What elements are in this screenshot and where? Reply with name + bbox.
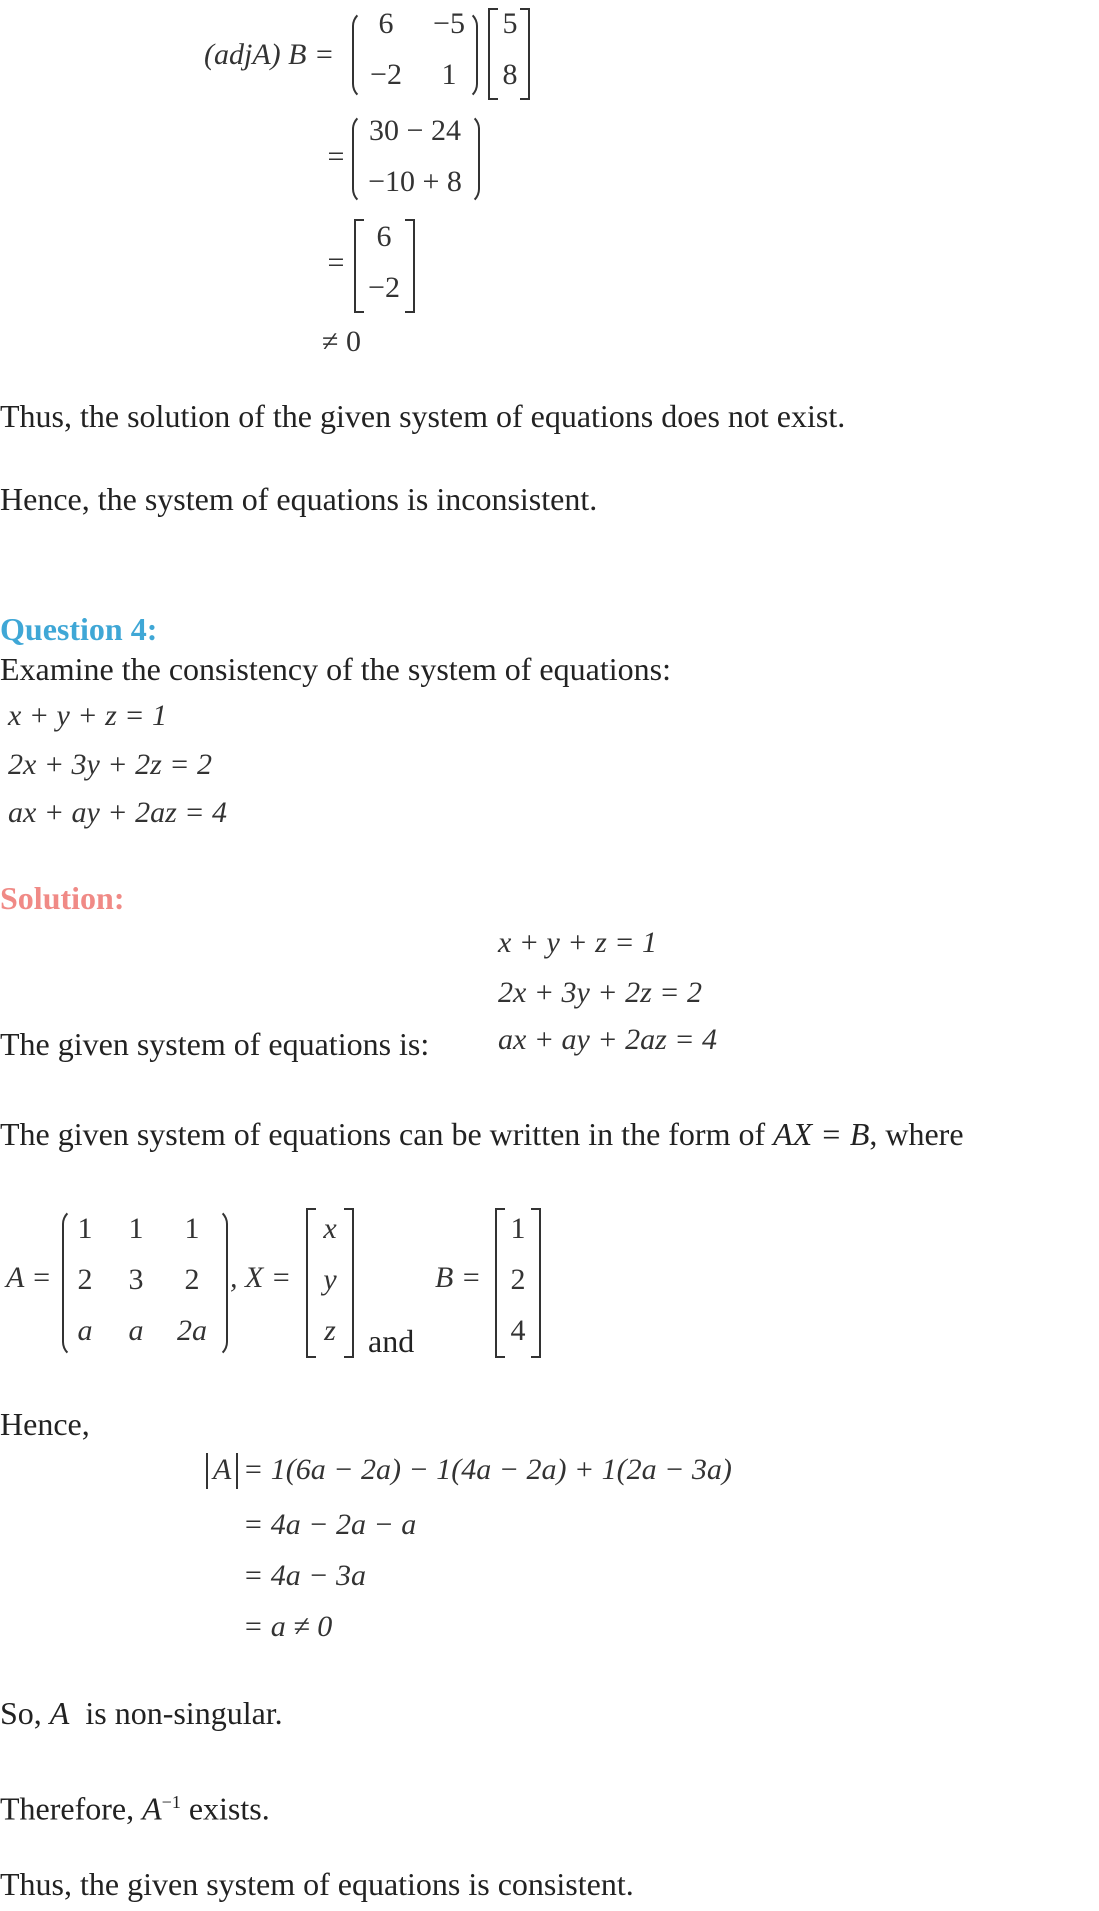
non-singular-text <box>0 1695 283 1731</box>
bracket-left <box>354 219 364 313</box>
bracket-right <box>405 219 415 313</box>
solution-equation: 2x + 3y + 2z = 2 <box>498 976 703 1009</box>
paren-left <box>352 113 368 205</box>
bracket-left <box>495 1208 505 1358</box>
matrix-cell: −2 <box>370 58 402 91</box>
adj-lhs: (adjA) B = <box>204 38 335 71</box>
matrix-cell: 1 <box>77 1212 93 1245</box>
so-pre: So, <box>0 1695 42 1731</box>
matrix-cell: a <box>128 1314 144 1347</box>
form-text <box>0 1116 964 1152</box>
given-label: The given system of equations is: <box>0 1026 430 1062</box>
not-equal-zero: ≠ 0 <box>322 325 361 358</box>
inconsistent-text: Hence, the system of equations is inconsistent. <box>0 481 598 517</box>
x-label: , X = <box>230 1261 292 1294</box>
a-label: A = <box>6 1261 52 1294</box>
matrix-cell: 6 <box>378 7 394 40</box>
and-word: and <box>368 1323 415 1359</box>
question-equation: x + y + z = 1 <box>8 699 168 732</box>
vector-cell: z <box>324 1314 336 1347</box>
question-equation: 2x + 3y + 2z = 2 <box>8 748 213 781</box>
inverse-sup: −1 <box>161 1792 181 1812</box>
matrix-cell: 2 <box>184 1263 200 1296</box>
so-var: A <box>49 1695 70 1731</box>
b-label: B = <box>435 1261 482 1294</box>
solution-equation: x + y + z = 1 <box>498 926 658 959</box>
matrix-cell: 2a <box>177 1314 207 1347</box>
no-solution-text: Thus, the solution of the given system of equations does not exist. <box>0 398 846 434</box>
there-var: A <box>142 1790 162 1827</box>
equals: = <box>327 140 345 173</box>
form-tail: , where <box>869 1116 964 1152</box>
matrix-cell: 1 <box>184 1212 200 1245</box>
matrix-cell: −5 <box>433 7 465 40</box>
vector-cell: 1 <box>510 1212 526 1245</box>
vector-cell: x <box>323 1212 337 1245</box>
question-prompt: Examine the consistency of the system of equations: <box>0 651 671 687</box>
matrix-cell: 1 <box>128 1212 144 1245</box>
paren-left <box>62 1208 78 1358</box>
vector-cell: y <box>323 1263 337 1296</box>
vector-cell: 30 − 24 <box>369 114 461 147</box>
form-text-main: The given system of equations can be written in the form of <box>0 1116 766 1152</box>
bracket-left <box>488 8 498 100</box>
det-step: = 1(6a − 2a) − 1(4a − 2a) + 1(2a − 3a) <box>243 1453 732 1486</box>
paren-right <box>212 1208 228 1358</box>
matrix-cell: 3 <box>128 1263 144 1296</box>
solution-heading: Solution: <box>0 880 125 916</box>
vector-cell: −10 + 8 <box>368 165 462 198</box>
form-equation: AX = B <box>773 1116 870 1152</box>
bracket-left <box>306 1208 316 1358</box>
abs-bar-right <box>236 1453 238 1489</box>
conclusion-text: Thus, the given system of equations is consistent. <box>0 1866 634 1902</box>
paren-left <box>352 10 368 100</box>
equals: = <box>327 246 345 279</box>
question-equation: ax + ay + 2az = 4 <box>8 796 228 829</box>
hence-label: Hence, <box>0 1406 90 1442</box>
inverse-exists-text <box>0 1784 270 1827</box>
bracket-right <box>520 8 530 100</box>
so-post: is non-singular. <box>85 1695 283 1731</box>
question-heading: Question 4: <box>0 611 158 647</box>
vector-cell: 5 <box>502 7 518 40</box>
there-pre: Therefore, <box>0 1790 135 1827</box>
det-step: = 4a − 2a − a <box>243 1508 417 1541</box>
vector-cell: 8 <box>502 58 518 91</box>
matrix-cell: 1 <box>441 58 457 91</box>
abs-bar-left <box>206 1453 208 1489</box>
bracket-right <box>344 1208 354 1358</box>
matrix-cell: 2 <box>77 1263 93 1296</box>
matrix-cell: a <box>77 1314 93 1347</box>
bracket-right <box>531 1208 541 1358</box>
vector-cell: 6 <box>376 220 392 253</box>
there-post: exists. <box>188 1790 270 1827</box>
vector-cell: −2 <box>368 271 400 304</box>
solution-equation: ax + ay + 2az = 4 <box>498 1023 718 1056</box>
det-step: = a ≠ 0 <box>243 1610 333 1643</box>
vector-cell: 2 <box>510 1263 526 1296</box>
paren-right <box>464 113 480 205</box>
det-step: = 4a − 3a <box>243 1559 366 1592</box>
vector-cell: 4 <box>510 1314 526 1347</box>
det-var: A <box>213 1453 232 1486</box>
